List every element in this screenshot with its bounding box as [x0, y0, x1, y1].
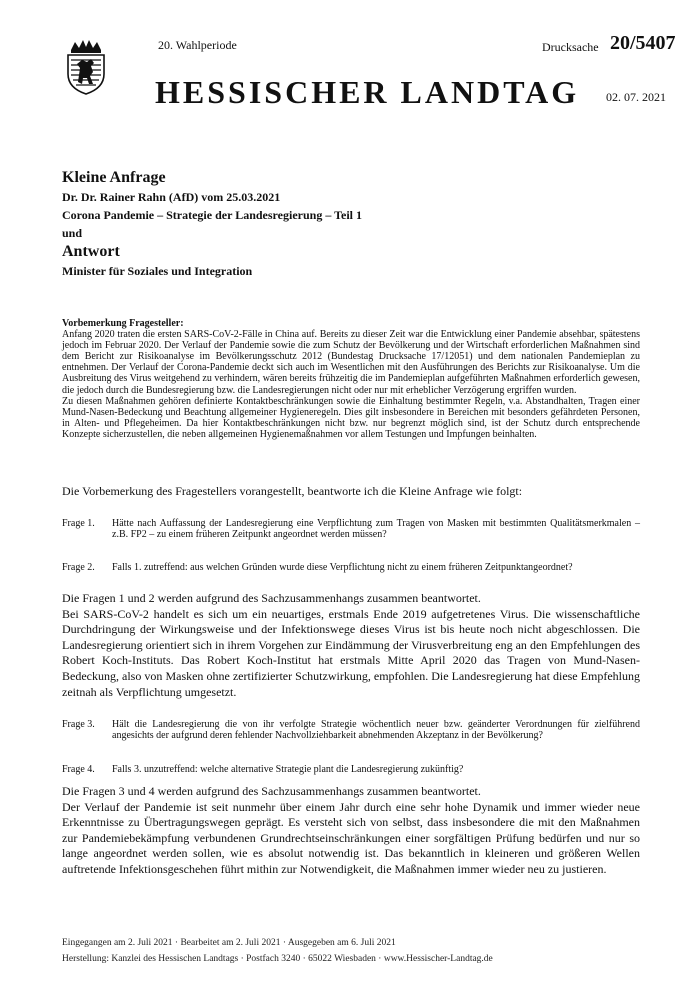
minister-label: Minister für Soziales und Integration [62, 264, 253, 278]
preliminary-remark-heading: Vorbemerkung Fragesteller: [62, 318, 184, 329]
wahlperiode: 20. Wahlperiode [158, 38, 237, 52]
question-text: Hätte nach Auffassung der Landesregierung eine Verpflichtung zum Tragen von Masken mit bestimmten Qualitätsmerkmalen – z.B. FP2 – zu einem früheren Zeitpunkt angeordnet werden müssen? [112, 518, 640, 541]
answer-intro: Die Fragen 3 und 4 werden aufgrund des Sachzusammenhangs zusammen beantwortet. [62, 784, 481, 798]
answer-block [62, 591, 640, 700]
question-text: Falls 3. unzutreffend: welche alternative Strategie plant die Landesregierung zukünftig? [112, 764, 464, 775]
answer-text: Der Verlauf der Pandemie ist seit nunmehr über einem Jahr durch eine sehr hohe Dynamik und immer wieder neue Erkenntnisse zu Übertragungswegen geprägt. Es versteht sich von selbst, dass insbesondere die mit den Maßnahmen zur Pandemiebekämpfung verbundenen Grundrechtseinschränkungen einer sorgfältigen Prüfung bedürfen und nur so lange angeordnet werden sollen, wie es absolut notwendig ist. Das bekanntlich in kleineren und größeren Wellen auftretende Infektionsgeschehen führt mithin zur Notwendigkeit, die Maßnahmen immer wieder neu zu justieren. [62, 799, 640, 876]
question-label: Frage 4. [62, 764, 95, 775]
question-label: Frage 1. [62, 518, 95, 529]
preliminary-remark-paragraph: Zu diesen Maßnahmen gehören definierte Kontaktbeschränkungen sowie die Einhaltung bestimmter Regeln, v.a. Abstandhalten, Tragen einer Mund-Nasen-Bedeckung und Beachtung allgemeiner Hygieneregeln. Dies gilt insbesondere in Bereichen mit besonders gefährdeten Personen, in Alten- und Pflegeheimen. Da hier Kontaktbeschränkungen nicht bzw. nur begrenzt möglich sind, ist der Schutz durch entsprechende Konzepte sicherzustellen, die neben allgemeinen Hygienemaßnahmen vor allem Testungen und Impfungen beinhalten. [62, 395, 640, 440]
heading-block [62, 168, 662, 280]
hesse-coat-of-arms-logo [63, 38, 109, 96]
inquiry-type: Kleine Anfrage [62, 169, 166, 186]
question-text: Falls 1. zutreffend: aus welchen Gründen wurde diese Verpflichtung nicht zu einem früheren Zeitpunktangeordnet? [112, 562, 573, 573]
question-label: Frage 3. [62, 719, 95, 730]
question-item [62, 518, 640, 541]
question-label: Frage 2. [62, 562, 95, 573]
footer-publisher: Herstellung: Kanzlei des Hessischen Landtags · Postfach 3240 · 65022 Wiesbaden · www.Hessischer-Landtag.de [62, 954, 493, 964]
inquiry-subject: Corona Pandemie – Strategie der Landesregierung – Teil 1 [62, 208, 362, 222]
answer-block [62, 784, 640, 878]
drucksache-number: 20/5407 [610, 32, 676, 54]
preliminary-remark-paragraph: Anfang 2020 traten die ersten SARS-CoV-2-Fälle in China auf. Bereits zu dieser Zeit war die Entwicklung einer Pandemie absehbar, spätestens jedoch im Februar 2020. Der Verlauf der Pandemie sowie die zum Schutz der Bevölkerung und der Wirtschaft erforderlichen Maßnahmen sind dem Bericht zur Risikoanalyse im Bevölkerungsschutz 2012 (Bundestag Drucksache 17/12051) und dem nationalen Pandemieplan zu entnehmen. Der Verlauf der Corona-Pandemie deckt sich auch im Wesentlichen mit den Ausführungen des Berichts zur Risikoanalyse. Um die Ausbreitung des Virus weitgehend zu verhindern, wären bereits frühzeitig die im Pandemieplan aufgeführten Maßnahmen erforderlich gewesen, die jedoch durch die Bundesregierung bzw. die Landesregierungen nicht oder nur mit erheblicher Verzögerung ergriffen wurden. [62, 329, 640, 396]
preliminary-remark [62, 318, 640, 440]
drucksache-label: Drucksache [542, 40, 599, 54]
lead-sentence: Die Vorbemerkung des Fragestellers vorangestellt, beantworte ich die Kleine Anfrage wie folgt: [62, 484, 523, 498]
document-date: 02. 07. 2021 [606, 90, 666, 104]
answer-intro: Die Fragen 1 und 2 werden aufgrund des Sachzusammenhangs zusammen beantwortet. [62, 591, 481, 605]
question-item [62, 562, 640, 573]
question-text: Hält die Landesregierung die von ihr verfolgte Strategie wöchentlich neuer bzw. geänderter Verordnungen für zielführend angesichts der aufgrund deren fehlender Nachvollziehbarkeit abnehmenden Akzeptanz in der Bevölkerung? [112, 719, 640, 742]
question-item [62, 764, 640, 775]
document-title: HESSISCHER LANDTAG [155, 74, 580, 110]
answer-text: Bei SARS-CoV-2 handelt es sich um ein neuartiges, erstmals Ende 2019 aufgetretenes Virus. Die wissenschaftliche Durchdringung der Wirkungsweise und der Infektionswege dieses Virus ist bis heute noch nicht abgeschlossen. Die Landesregierung orientiert sich in ihrem Vorgehen zur Eindämmung der Virusverbreitung eng an den Empfehlungen des Robert Koch-Instituts. Das Robert Koch-Institut hat erstmals Mitte April 2020 das Tragen von Mund-Nasen-Bedeckung, also von Masken ohne zertifizierter Schutzwirkung, empfohlen. Die Landesregierung hat diese Empfehlung zeitnah als Verpflichtung umgesetzt. [62, 606, 640, 699]
und-label: und [62, 226, 83, 240]
inquiry-author: Dr. Dr. Rainer Rahn (AfD) vom 25.03.2021 [62, 190, 281, 204]
footer-dates: Eingegangen am 2. Juli 2021 · Bearbeitet am 2. Juli 2021 · Ausgegeben am 6. Juli 2021 [62, 938, 396, 948]
antwort-label: Antwort [62, 243, 120, 260]
question-item [62, 719, 640, 742]
